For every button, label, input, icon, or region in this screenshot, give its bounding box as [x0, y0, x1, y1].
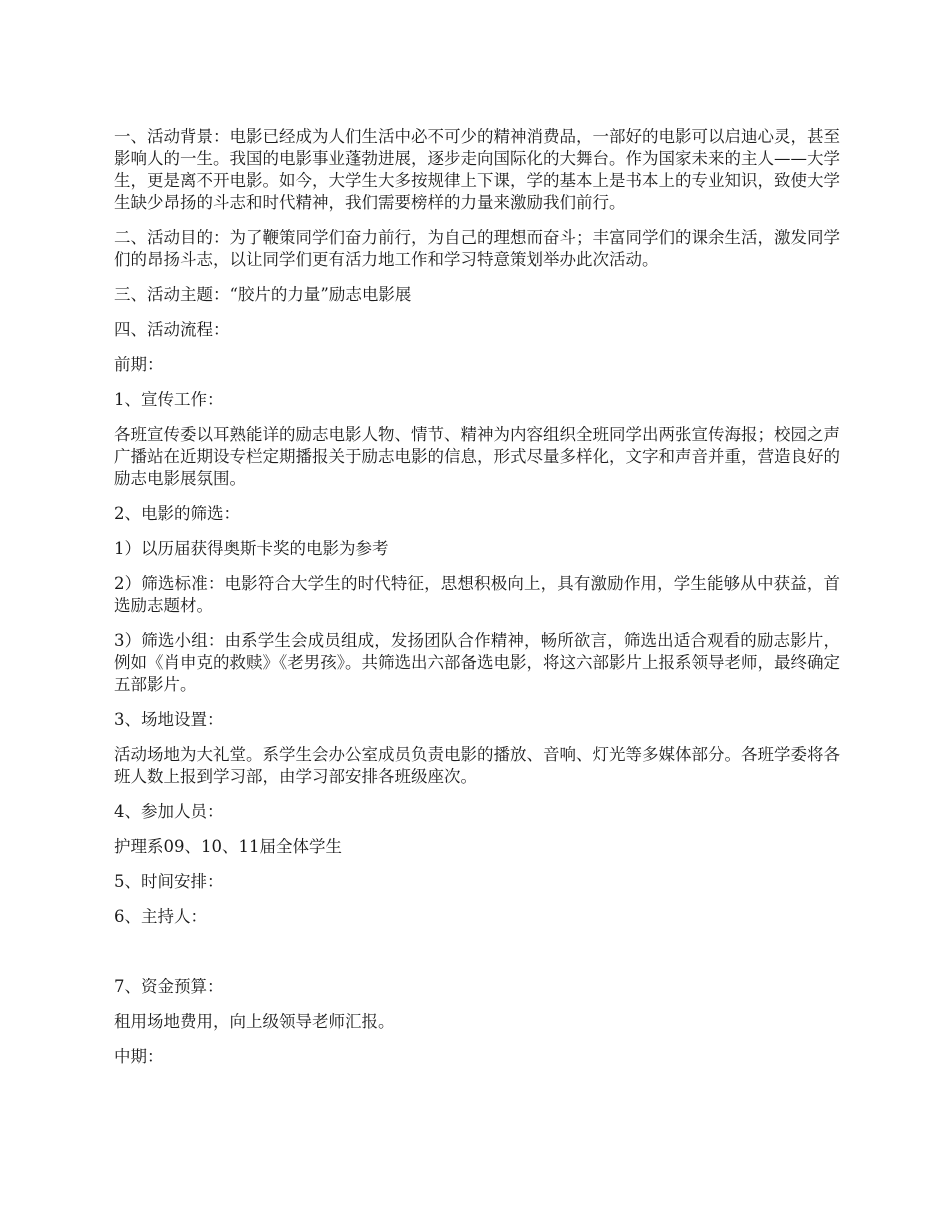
- heading-venue: 3、场地设置：: [114, 710, 224, 729]
- paragraph-selection-reference: 1）以历届获得奥斯卡奖的电影为参考: [114, 539, 389, 558]
- heading-host: 6、主持人：: [114, 907, 207, 926]
- heading-schedule: 5、时间安排：: [114, 872, 224, 891]
- heading-early-stage: 前期：: [114, 355, 164, 374]
- paragraph-purpose: 二、活动目的：为了鞭策同学们奋力前行，为自己的理想而奋斗；丰富同学们的课余生活，激发同学们的昂扬斗志，以让同学们更有活力地工作和学习特意策划举办此次活动。: [114, 228, 840, 269]
- paragraph-publicity: 各班宣传委以耳熟能详的励志电影人物、情节、精神为内容组织全班同学出两张宣传海报；校园之声广播站在近期设专栏定期播报关于励志电影的信息，形式尽量多样化，文字和声音并重，营造良好的励志电影展氛围。: [114, 425, 840, 488]
- heading-publicity: 1、宣传工作：: [114, 390, 224, 409]
- paragraph-budget: 租用场地费用，向上级领导老师汇报。: [114, 1012, 395, 1031]
- heading-process: 四、活动流程：: [114, 320, 230, 339]
- paragraph-selection-team: 3）筛选小组：由系学生会成员组成，发扬团队合作精神，畅所欲言，筛选出适合观看的励志影片，例如《肖申克的救赎》《老男孩》。共筛选出六部备选电影，将这六部影片上报系领导老师，最终确定五部影片。: [114, 631, 840, 694]
- document-body: [114, 126, 840, 1081]
- heading-mid-stage: 中期：: [114, 1047, 164, 1066]
- heading-budget: 7、资金预算：: [114, 977, 224, 996]
- paragraph-venue: 活动场地为大礼堂。系学生会办公室成员负责电影的播放、音响、灯光等多媒体部分。各班学委将各班人数上报到学习部，由学习部安排各班级座次。: [114, 745, 840, 786]
- paragraph-theme: 三、活动主题：“胶片的力量”励志电影展: [114, 285, 412, 304]
- paragraph-background: 一、活动背景：电影已经成为人们生活中必不可少的精神消费品，一部好的电影可以启迪心灵，甚至影响人的一生。我国的电影事业蓬勃进展，逐步走向国际化的大舞台。作为国家未来的主人——大学生，更是离不开电影。如今，大学生大多按规律上下课，学的基本上是书本上的专业知识，致使大学生缺少昂扬的斗志和时代精神，我们需要榜样的力量来激励我们前行。: [114, 127, 840, 212]
- paragraph-participants: 护理系09、10、11届全体学生: [114, 837, 342, 856]
- heading-film-selection: 2、电影的筛选：: [114, 504, 240, 523]
- heading-participants: 4、参加人员：: [114, 802, 224, 821]
- paragraph-selection-criteria: 2）筛选标准：电影符合大学生的时代特征，思想积极向上，具有激励作用，学生能够从中获益，首选励志题材。: [114, 574, 840, 615]
